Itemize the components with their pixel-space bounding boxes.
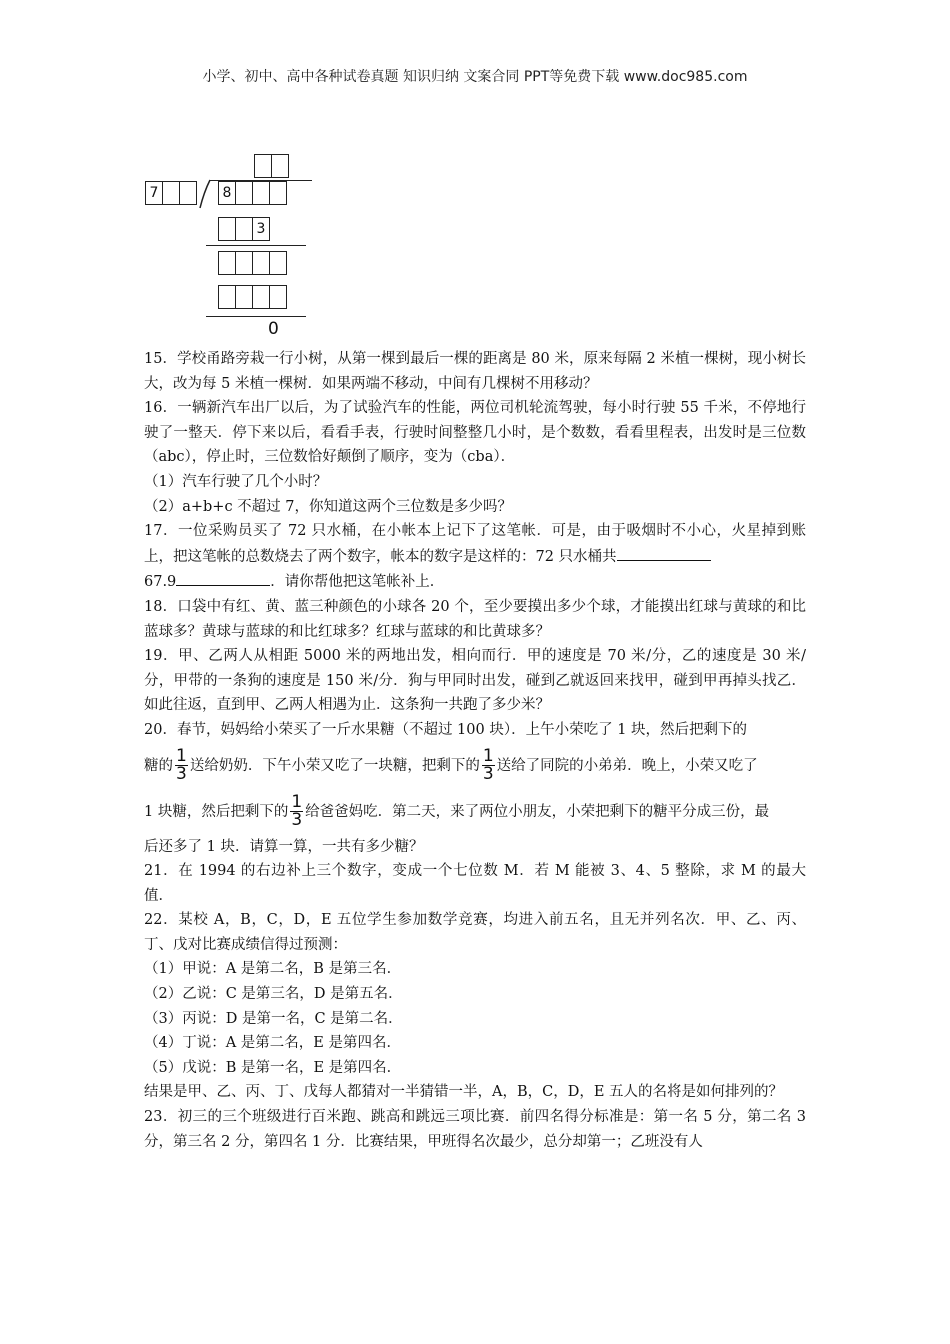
problem-21: 21．在 1994 的右边补上三个数字，变成一个七位数 M．若 M 能被 3、4、5 整除，求 M 的最大值． [144, 863, 806, 904]
fraction-one-third [482, 748, 495, 783]
problem-22: 22．某校 A，B，C，D，E 五位学生参加数学竞赛，均进入前五名，且无并列名次．甲、乙、丙、丁、戊对比赛成绩信得过预测： [144, 912, 806, 953]
partial-box [235, 285, 253, 309]
dividend-box [252, 181, 270, 205]
problem-15: 15．学校甬路旁栽一行小树，从第一棵到最后一棵的距离是 80 米，原来每隔 2 米植一棵树，现小树长大，改为每 5 米植一棵树．如果两端不移动，中间有几棵树不用移动？ [144, 351, 806, 392]
divisor-box [179, 181, 197, 205]
problem-16-part-1: （1）汽车行驶了几个小时？ [144, 473, 328, 490]
dividend-box [269, 181, 287, 205]
problem-22-conclusion: 结果是甲、乙、丙、丁、戊每人都猜对一半猜错一半，A，B，C，D，E 五人的名将是如何排列的？ [144, 1084, 784, 1101]
problem-20-line-1: 20．春节，妈妈给小荣买了一斤水果糖（不超过 100 块）．上午小荣吃了 1 块，然后把剩下的 [144, 721, 748, 738]
problem-16: 16．一辆新汽车出厂以后，为了试验汽车的性能，两位司机轮流驾驶，每小时行驶 55 千米，不停地行驶了一整天．停下来以后，看看手表，行驶时间整整几小时，是个数数，看看里程表，出发时是三位数（abc），停止时，三位数恰好颠倒了顺序，变为（cba）． [144, 400, 806, 466]
problem-17-text: 17．一位采购员买了 72 只水桶，在小帐本上记下了这笔帐．可是，由于吸烟时不小心，火星掉到账上，把这笔帐的总数烧去了两个数字，帐本的数字是这样的：72 只水桶共 [144, 523, 806, 565]
quotient-box [271, 154, 289, 178]
problem-22-item-5: （5）戊说：B 是第一名，E 是第四名． [144, 1059, 402, 1076]
remainder-box [252, 251, 270, 275]
problem-20-line-4: 后还多了 1 块．请算一算，一共有多少糖？ [144, 838, 424, 855]
remainder-box [235, 251, 253, 275]
problem-19: 19．甲、乙两人从相距 5000 米的两地出发，相向而行．甲的速度是 70 米/分，乙的速度是 30 米/分，甲带的一条狗的速度是 150 米/分．狗与甲同时出发，碰到乙就返回来找甲，碰到甲再掉头找乙．如此往返，直到甲、乙两人相遇为止．这条狗一共跑了多少米？ [144, 648, 806, 714]
problem-list [144, 347, 806, 1154]
problem-20-line-3 [144, 789, 806, 835]
partial-box [269, 285, 287, 309]
final-remainder: 0 [268, 319, 279, 339]
dividend-box [235, 181, 253, 205]
problem-18: 18．口袋中有红、黄、蓝三种颜色的小球各 20 个，至少要摸出多少个球，才能摸出红球与黄球的和比蓝球多？黄球与蓝球的和比红球多？红球与蓝球的和比黄球多？ [144, 598, 806, 640]
problem-17-end: ．请你帮他把这笔帐补上． [270, 574, 445, 591]
problem-20-text: 糖的 [144, 757, 173, 774]
dividend-box: 8 [218, 181, 236, 205]
remainder-box [218, 251, 236, 275]
partial-box [218, 285, 236, 309]
answer-blank [617, 544, 711, 561]
problem-17-amount: 67.9 [144, 574, 177, 591]
divisor-box [162, 181, 180, 205]
problem-23: 23．初三的三个班级进行百米跑、跳高和跳远三项比赛．前四名得分标准是：第一名 5 分，第二名 3 分，第三名 2 分，第四名 1 分．比赛结果，甲班得名次最少，总分却第一；乙班没有人 [144, 1109, 806, 1150]
partial-box [252, 285, 270, 309]
remainder-box [269, 251, 287, 275]
division-bracket [198, 178, 214, 210]
problem-22-item-4: （4）丁说：A 是第二名，E 是第四名． [144, 1035, 401, 1052]
problem-22-item-1: （1）甲说：A 是第二名，B 是第三名． [144, 961, 402, 978]
quotient-box [254, 154, 272, 178]
problem-20-text: 送给了同院的小弟弟．晚上，小荣又吃了 [496, 757, 758, 774]
partial-box [235, 217, 253, 241]
fraction-numerator: 1 [176, 746, 187, 766]
problem-16-part-2: （2）a+b+c 不超过 7，你知道这两个三位数是多少吗？ [144, 498, 513, 515]
divisor-box: 7 [145, 181, 163, 205]
answer-blank [176, 569, 270, 586]
partial-box [218, 217, 236, 241]
page-header: 小学、初中、高中各种试卷真题 知识归纳 文案合同 PPT等免费下载 www.doc985.com [202, 69, 748, 85]
problem-20-text: 1 块糖，然后把剩下的 [144, 803, 289, 820]
problem-20-text: 送给奶奶．下午小荣又吃了一块糖，把剩下的 [189, 757, 480, 774]
problem-22-item-3: （3）丙说：D 是第一名，C 是第二名． [144, 1010, 403, 1027]
subtraction-line [206, 245, 306, 246]
problem-20-line-2 [144, 743, 806, 789]
fraction-one-third [290, 794, 303, 829]
partial-box: 3 [252, 217, 270, 241]
subtraction-line [206, 316, 306, 317]
fraction-denominator: 3 [482, 764, 494, 784]
fraction-numerator: 1 [291, 792, 303, 812]
fraction-numerator: 1 [482, 746, 494, 766]
fraction-denominator: 3 [291, 810, 303, 830]
problem-22-item-2: （2）乙说：C 是第三名，D 是第五名． [144, 986, 403, 1003]
fraction-denominator: 3 [176, 764, 187, 784]
fraction-one-third [175, 748, 188, 783]
long-division-puzzle [140, 150, 340, 340]
problem-17 [144, 519, 806, 595]
problem-20-text: 给爸爸妈吃．第二天，来了两位小朋友，小荣把剩下的糖平分成三份，最 [305, 803, 770, 820]
